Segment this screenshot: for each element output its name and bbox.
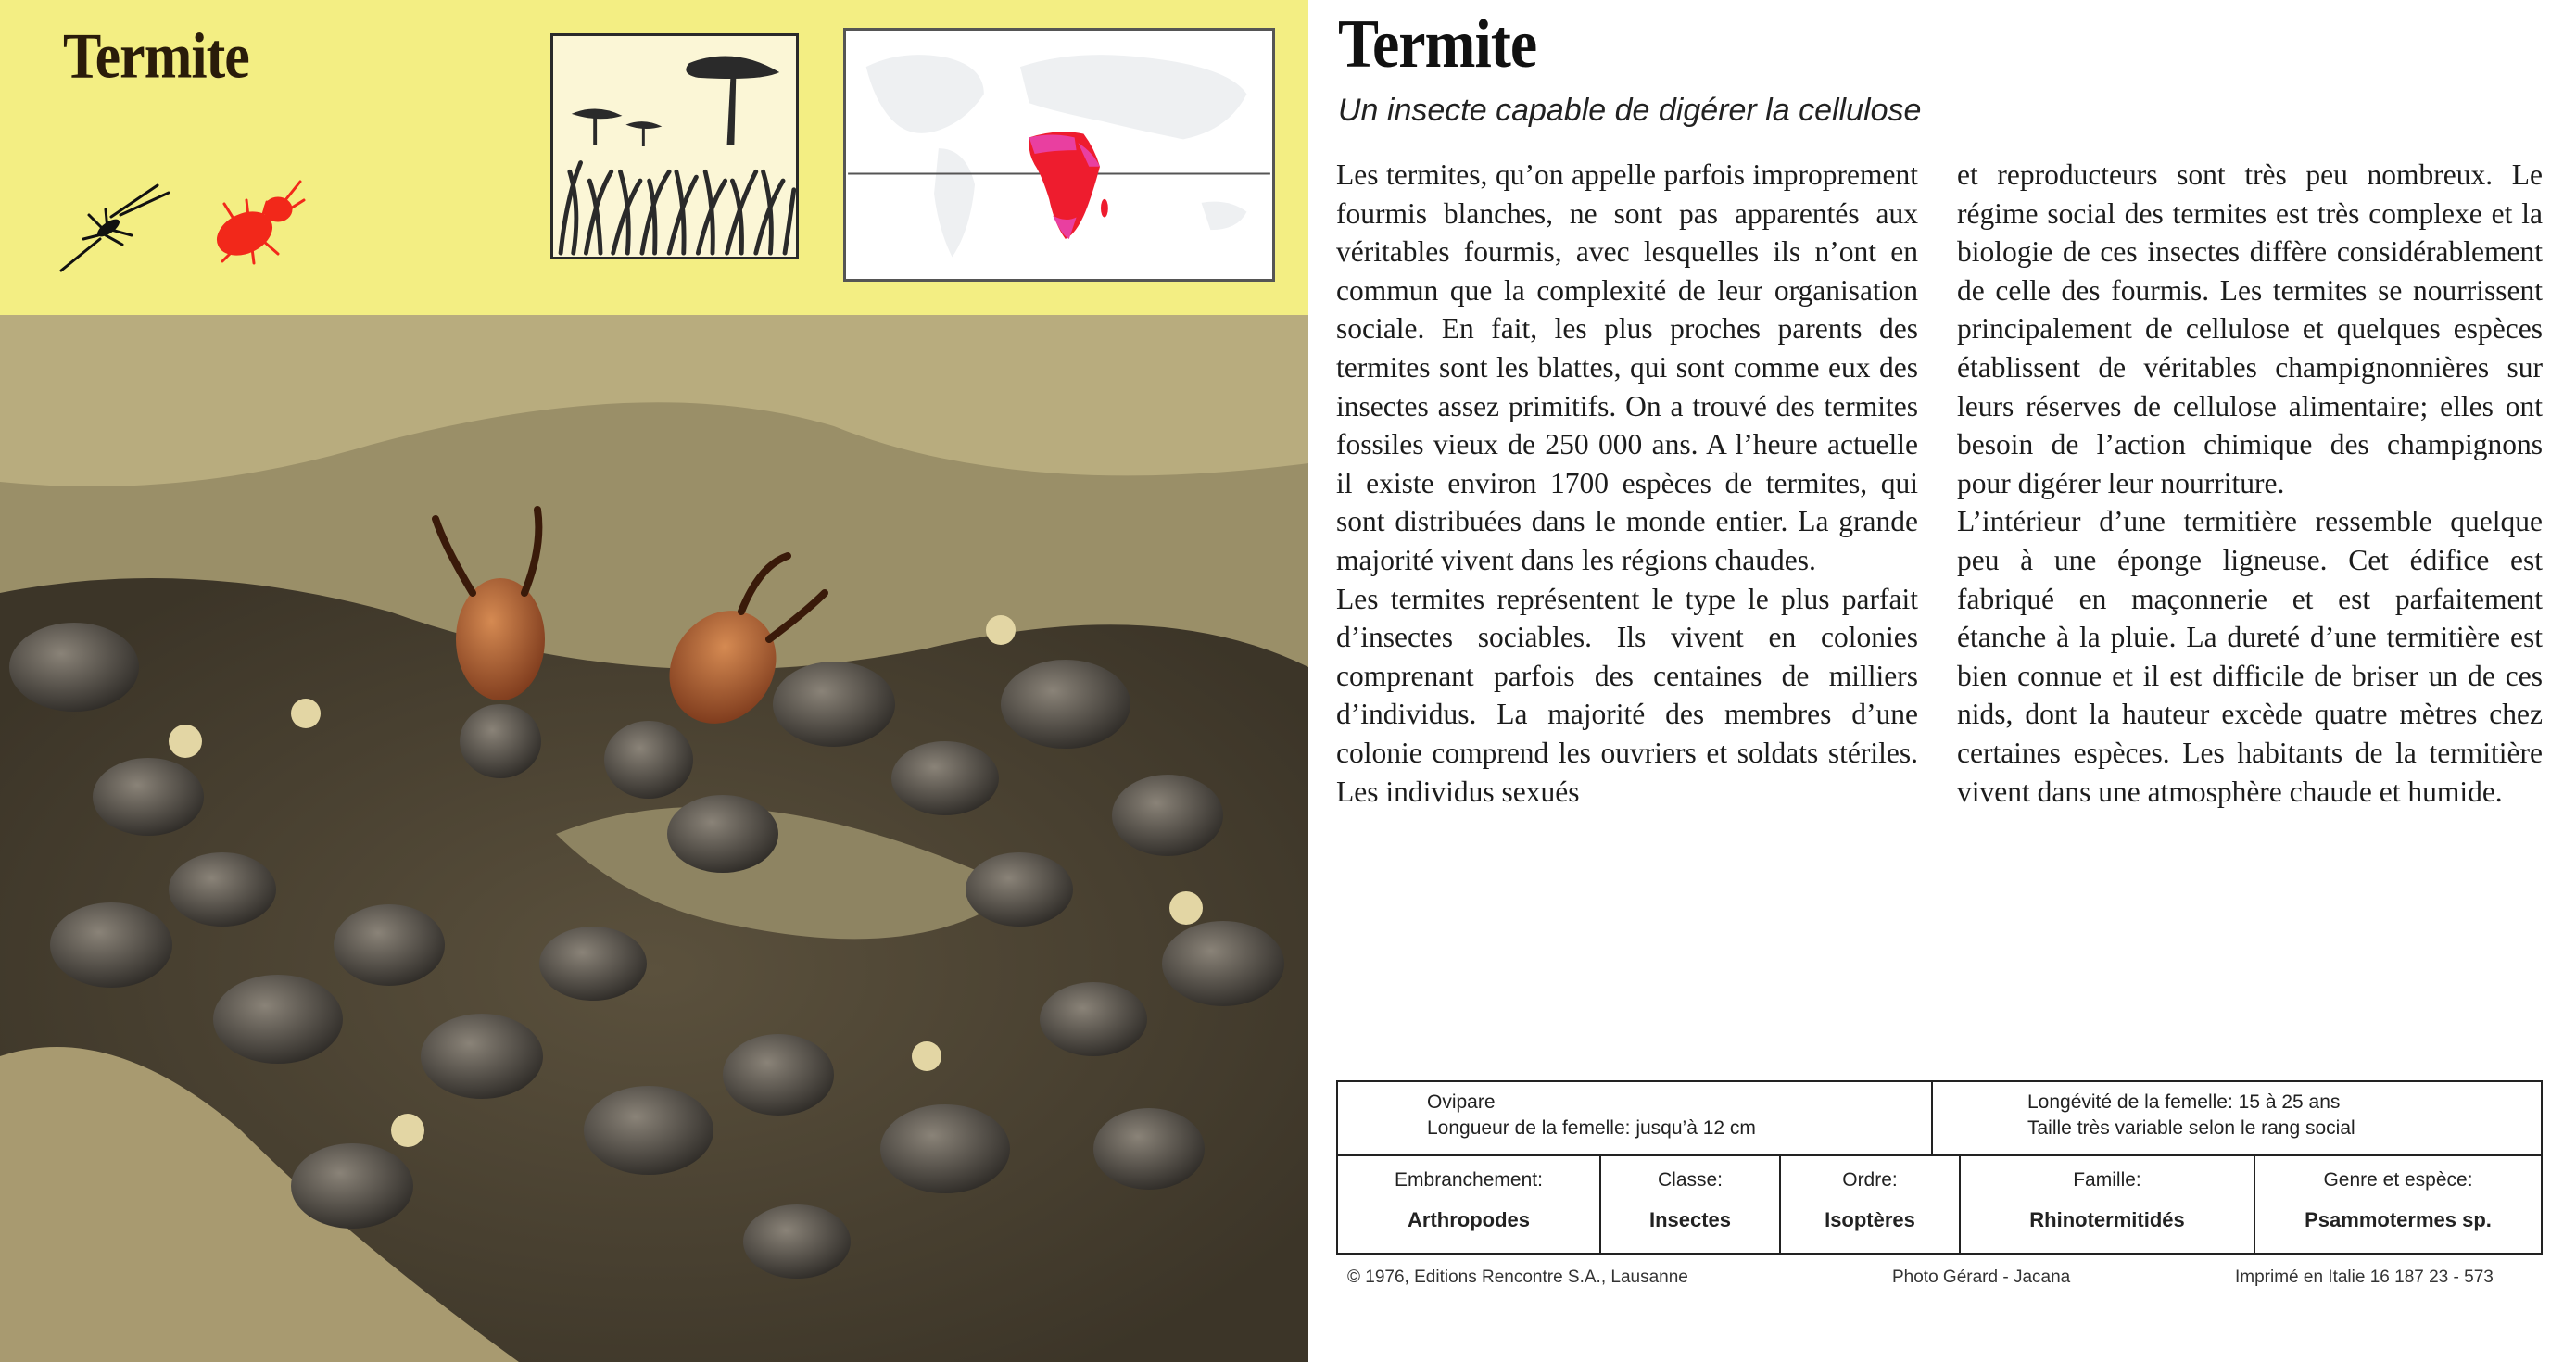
taxonomy-value: Insectes [1648,1208,1732,1231]
back-title: Termite [1338,6,1537,82]
photo-credit: Photo Gérard - Jacana [1892,1267,2071,1287]
taxonomy-value: Rhinotermitidés [2029,1208,2185,1231]
taxonomy-value: Psammotermes sp. [2305,1208,2492,1231]
taxonomy-label: Famille: [2073,1169,2141,1191]
text-column-2 [1957,156,2543,811]
taxonomy-cell [1961,1154,2255,1255]
world-map-icon [843,28,1275,282]
paragraph: Les termites représentent le type le plus parfait d’insectes sociables. Ils vivent en colonies comprenant parfois des centaines de milliers d’individus. La majorité des membres d’une colonie comprend les ouvriers et soldats stériles. Les individus sexués [1336,582,1918,808]
info-left-line2: Longueur de la femelle: jusqu’à 12 cm [1427,1117,1756,1139]
taxonomy-value: Isoptères [1825,1208,1915,1231]
savanna-habitat-icon [550,33,799,259]
text-column-1 [1336,156,1918,811]
insect-silhouette-icon [57,182,178,274]
paragraph: Les termites, qu’on appelle parfois improprement fourmis blanches, ne sont pas apparentés aux véritables fourmis, avec lesquelles ils n’ont en commun que la complexité de leur organisation sociale. En fait, les plus proches parents des termites sont les blattes, qui sont comme eux des insectes assez primitifs. On a trouvé des termites fossiles vieux de 250 000 ans. A l’heure actuelle il existe environ 1700 espèces de termites, qui sont distribuées dans le monde entier. La grande majorité vivent dans les régions chaudes. [1336,158,1918,576]
paragraph: et reproducteurs sont très peu nombreux. Le régime social des termites est très complexe et la biologie de ces insectes diffère considérablement de celle des fourmis. Les termites se nourrissent principalement de cellulose et quelques espèces établissent de véritables champignonnières sur leurs réserves de cellulose alimentaire; elles ont besoin de l’action chimique des champignons pour digérer leur nourriture. [1957,158,2543,499]
front-title: Termite [63,21,249,93]
info-right-line1: Longévité de la femelle: 15 à 25 ans [2027,1091,2341,1113]
info-left [1338,1082,1933,1154]
info-right-line2: Taille très variable selon le rang social [2027,1117,2355,1139]
red-termite-icon [206,172,308,265]
taxonomy-cell [1601,1154,1781,1255]
print-info: Imprimé en Italie 16 187 23 - 573 [2235,1267,2494,1287]
info-row-top [1338,1082,2541,1156]
taxonomy-cell [1338,1154,1601,1255]
card-back [1308,0,2576,1362]
info-table [1336,1080,2543,1255]
taxonomy-cell [2255,1154,2541,1255]
paragraph: L’intérieur d’une termitière ressemble quelque peu à une éponge ligneuse. Cet édifice est fabriqué en maçonnerie et est parfaitement étanche à la pluie. La dureté d’une termitière est bien connue et il est difficile de briser un de ces nids, dont la hauteur excède quatre mètres chez certaines espèces. Les habitants de la termitière vivent dans une atmosphère chaude et humide. [1957,505,2543,808]
termite-nest-photo [0,315,1308,1362]
taxonomy-label: Classe: [1657,1169,1724,1191]
taxonomy-label: Ordre: [1842,1169,1898,1191]
taxonomy-cell [1781,1154,1961,1255]
taxonomy-value: Arthropodes [1408,1208,1530,1231]
taxonomy-label: Embranchement: [1395,1169,1543,1191]
info-left-line1: Ovipare [1427,1091,1496,1113]
subtitle: Un insecte capable de digérer la cellulose [1338,93,1922,128]
taxonomy-label: Genre et espèce: [2323,1169,2473,1191]
info-right [1931,1082,2543,1154]
copyright: © 1976, Editions Rencontre S.A., Lausanne [1347,1267,1688,1287]
